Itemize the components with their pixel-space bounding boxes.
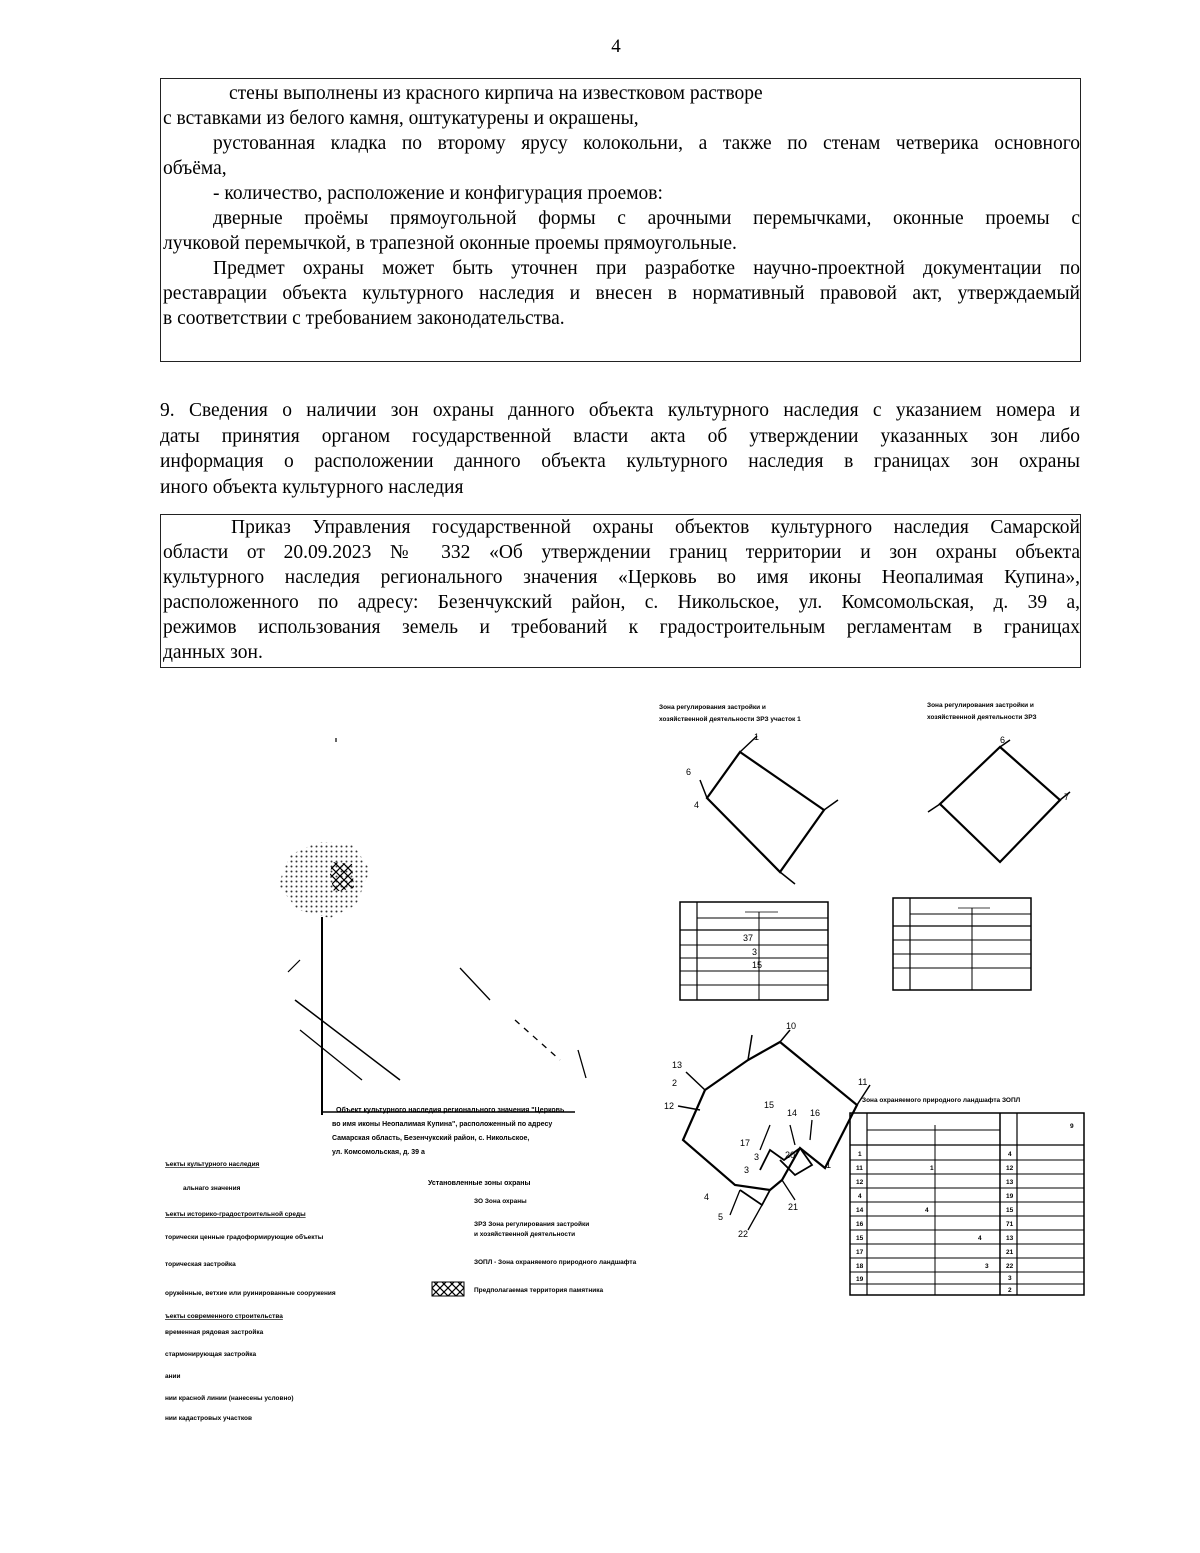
legend-right-3: и хозяйственной деятельности xyxy=(474,1231,576,1238)
box1-line-6: дверные проёмы прямоугольной формы с арочными перемычками, оконные проемы с xyxy=(213,208,1080,229)
legend-left xyxy=(165,1161,336,1422)
z2-label-6: 6 xyxy=(1000,735,1006,745)
coordinates-table-3 xyxy=(850,1113,1084,1295)
legend-left-7: ъекты современного строительства xyxy=(165,1313,283,1320)
box2-line-6: данных зон. xyxy=(163,642,263,663)
monument-hatch xyxy=(330,862,354,892)
legend-left-10: ании xyxy=(165,1373,181,1380)
legend-left-8: временная рядовая застройка xyxy=(165,1329,264,1336)
zone-1-diagram xyxy=(659,703,838,884)
t3-right-6: 13 xyxy=(1006,1235,1014,1242)
z1-label-6: 6 xyxy=(686,767,692,777)
t3-left-5: 16 xyxy=(856,1221,864,1228)
z1-label-4: 4 xyxy=(694,800,700,810)
legend-left-1: ъекты культурного наследия xyxy=(165,1161,260,1168)
t3-right-5: 71 xyxy=(1006,1221,1014,1228)
t3-right-1: 12 xyxy=(1006,1165,1014,1172)
z3-label-1: 1 xyxy=(826,1160,832,1170)
section9-line-3: информация о расположении данного объекта культурного наследия в границах зон охраны xyxy=(160,451,1080,472)
t3-right-4: 15 xyxy=(1006,1207,1014,1214)
legend-right xyxy=(428,1180,637,1296)
t1-val-3: 15 xyxy=(752,960,763,970)
hatch-swatch xyxy=(432,1282,464,1296)
zone2-title-1: Зона регулирования застройки и xyxy=(927,702,1034,709)
box1-line-10: в соответствии с требованием законодательства. xyxy=(163,308,565,329)
t3-right-11: 9 xyxy=(1070,1123,1074,1130)
t3-left-1: 11 xyxy=(856,1165,863,1172)
coordinates-table-2 xyxy=(893,898,1031,990)
z3-label-13: 13 xyxy=(672,1060,683,1070)
t3-right-7: 21 xyxy=(1006,1249,1014,1256)
t3-mid-2: 4 xyxy=(978,1235,982,1242)
z2-label-7: 7 xyxy=(1064,792,1070,802)
box1-line-7: лучковой перемычкой, в трапезной оконные проемы прямоугольные. xyxy=(163,233,737,254)
z3-label-11: 11 xyxy=(858,1077,868,1087)
box1-line-3: рустованная кладка по второму ярусу колокольни, а также по стенам четверика основного xyxy=(213,133,1080,154)
section9-line-1: 9. Сведения о наличии зон охраны данного объекта культурного наследия с указанием номера и xyxy=(160,400,1080,421)
section9-line-2: даты принятия органом государственной власти акта об утверждении указанных зон либо xyxy=(160,425,1080,447)
z3-label-10: 10 xyxy=(786,1021,797,1031)
zone3-title: Зона охраняемого природного ландшафта ЗОПЛ xyxy=(862,1097,1021,1104)
t3-right-2: 13 xyxy=(1006,1179,1014,1186)
legend-right-1: ЗО Зона охраны xyxy=(474,1198,527,1205)
t3-left-7: 17 xyxy=(856,1249,864,1256)
zone-3-diagram xyxy=(664,1021,870,1239)
z3-label-4: 4 xyxy=(704,1192,710,1202)
z3-label-16: 16 xyxy=(810,1108,821,1118)
box1-line-2: с вставками из белого камня, оштукатурены и окрашены, xyxy=(163,108,639,129)
table3-left-numbers xyxy=(856,1151,864,1283)
t3-left-3: 4 xyxy=(858,1193,862,1200)
z3-label-15: 15 xyxy=(764,1100,775,1110)
z3-label-14: 14 xyxy=(787,1108,798,1118)
t3-mid-1: 4 xyxy=(925,1207,929,1214)
z3-label-3: 3 xyxy=(744,1165,750,1175)
table3-right-numbers xyxy=(1006,1123,1074,1294)
monument-territory-dots xyxy=(278,842,370,918)
t3-mid-3: 3 xyxy=(985,1263,989,1270)
zone1-title-1: Зона регулирования застройки и xyxy=(659,704,766,711)
t3-left-9: 19 xyxy=(856,1276,864,1283)
object-caption-3: Самарская область, Безенчукский район, с. Никольское, xyxy=(332,1135,530,1142)
legend-left-11: нии красной линии (нанесены условно) xyxy=(165,1395,294,1402)
section9-line-4: иного объекта культурного наследия xyxy=(160,476,464,498)
legend-left-6: оружённые, ветхие или руинированные сооружения xyxy=(165,1290,336,1297)
t3-right-10: 2 xyxy=(1008,1287,1012,1294)
legend-left-5: торическая застройка xyxy=(165,1261,236,1268)
box2-line-4: расположенного по адресу: Безенчукский район, с. Никольское, ул. Комсомольская, д. 39 а, xyxy=(163,592,1080,613)
zone1-title-2: хозяйственной деятельности ЗРЗ участок 1 xyxy=(659,716,801,723)
legend-right-4: ЗОПЛ - Зона охраняемого природного ландшафта xyxy=(474,1259,637,1266)
z1-label-1: 1 xyxy=(754,732,760,742)
z3-label-22: 22 xyxy=(738,1229,749,1239)
legend-right-title: Установленные зоны охраны xyxy=(428,1180,531,1187)
z3-label-21: 21 xyxy=(788,1202,799,1212)
t3-right-9: 3 xyxy=(1008,1275,1012,1282)
t3-right-3: 19 xyxy=(1006,1193,1014,1200)
t3-left-0: 1 xyxy=(858,1151,862,1158)
box1-line-5: - количество, расположение и конфигурация проемов: xyxy=(213,183,663,204)
zone-2-diagram xyxy=(927,701,1070,862)
t3-left-6: 15 xyxy=(856,1235,864,1242)
box1-line-8: Предмет охраны может быть уточнен при разработке научно-проектной документации по xyxy=(213,258,1080,279)
t3-mid-0: 1 xyxy=(930,1165,934,1172)
box1-line-9: реставрации объекта культурного наследия и внесен в нормативный правовой акт, утверждаемый xyxy=(163,283,1080,304)
object-caption-1: Объект культурного наследия регионального значения "Церковь xyxy=(336,1107,565,1114)
box2-line-2: области от 20.09.2023 № 332 «Об утверждении границ территории и зон охраны объекта xyxy=(163,542,1080,563)
legend-right-5: Предполагаемая территория памятника xyxy=(474,1287,604,1294)
z3-label-2: 2 xyxy=(672,1078,678,1088)
object-caption-4: ул. Комсомольская, д. 39 а xyxy=(332,1149,425,1156)
page-number: 4 xyxy=(611,36,621,57)
t3-left-8: 18 xyxy=(856,1263,864,1270)
t3-right-0: 4 xyxy=(1008,1151,1012,1158)
legend-left-9: стармонирующая застройка xyxy=(165,1351,257,1358)
t3-left-4: 14 xyxy=(856,1207,864,1214)
z3-label-20: 20 xyxy=(785,1150,796,1160)
t3-right-8: 22 xyxy=(1006,1263,1014,1270)
z3-label-12: 12 xyxy=(664,1101,675,1111)
z3-label-5: 5 xyxy=(718,1212,724,1222)
z3-label-17: 17 xyxy=(740,1138,751,1148)
box1-line-1: стены выполнены из красного кирпича на известковом растворе xyxy=(229,83,763,104)
legend-left-3: ъекты историко-градостроительной среды xyxy=(165,1211,306,1218)
legend-right-2: ЗРЗ Зона регулирования застройки xyxy=(474,1221,590,1228)
t1-val-1: 37 xyxy=(743,933,754,943)
t1-val-2: 3 xyxy=(752,947,758,957)
box2-line-5: режимов использования земель и требований к градостроительным регламентам в границах xyxy=(163,617,1080,638)
legend-left-2: альнаго значения xyxy=(183,1185,241,1192)
box1-line-4: объёма, xyxy=(163,158,227,179)
legend-left-4: торически ценные градоформирующие объекты xyxy=(165,1234,324,1241)
box2-line-3: культурного наследия регионального значения «Церковь во имя иконы Неопалимая Купина», xyxy=(163,567,1080,588)
site-plan xyxy=(278,738,586,1156)
box2-line-1: Приказ Управления государственной охраны объектов культурного наследия Самарской xyxy=(231,517,1080,538)
object-caption-2: во имя иконы Неопалимая Купина", расположенный по адресу xyxy=(332,1121,553,1128)
zone2-title-2: хозяйственной деятельности ЗРЗ xyxy=(927,714,1037,721)
legend-left-12: нии кадастровых участков xyxy=(165,1415,252,1422)
z3-label-3b: 3 xyxy=(754,1152,760,1162)
t3-left-2: 12 xyxy=(856,1179,864,1186)
